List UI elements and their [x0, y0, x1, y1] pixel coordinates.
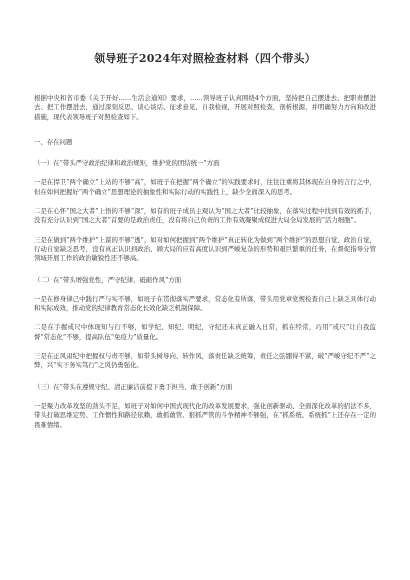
intro-paragraph: 根据中央和省市委《关于开好……生活会通知》要求，……领导班子认真围绕4个方面，坚持把自己摆进去、把职责摆进去、把工作摆进去，通过深刻反思、谈心谈话、征求意见、自我检视，开展对照检查，剖析根源，并明确努力方向和改进措施，现代表领导班子对照检查如下。: [34, 94, 376, 121]
subsection-heading-1: （一）在“带头严守政治纪律和政治规矩，维护党的团结统一”方面: [34, 159, 220, 168]
paragraph: 三是在做到“两个维护”上谋的不够“透”，如对如何把握到“两个维护”真正转化为做到“两个维护”的思想自觉、政治自觉，行动自觉缺乏思考，没有真正认识到政治、顾大局的应有高度认识到严峻复杂的形势和艰巨繁重的任务，在督促指导分管领域开展工作的政治敏锐性还不够高。: [34, 235, 376, 263]
document-title: 领导班子2024年对照检查材料（四个带头）: [94, 52, 316, 65]
subsection-heading-3: （三）在“带头在遵规守纪、清正廉洁前提下勇于担当、敢于创新”方面: [34, 382, 233, 391]
paragraph: 一是在捍卫“两个确立”上站的不够“高”，如班子在把握“两个确立”的实践要求时，往往注重将其体现在自身的言行之中，但在如何把握好“两个确立”思想理论的抽象性和实际行动的实践性上，缺少全面深入的思考。: [34, 178, 376, 196]
subsection-heading-2: （二）在“带头增强党性，严守纪律，砥砺作风”方面: [34, 275, 182, 284]
paragraph: 二是在手握戒尺中体现知与行不够，如学纪、知纪、明纪，守纪还未真正融入日常，抓在经常，巧用“戒尺”让自我监督“常态化”不够，提高队伍“免疫力”质量化。: [34, 323, 376, 341]
paragraph: 三是在正风肃纪中把握权与责不够，如带头树导向、转作风，落责任缺乏统筹，责任之弦绷得不紧，破“严峻守纪不严”之弊，兴“实干务实笃行”之风仍勇强化。: [34, 352, 376, 370]
paragraph: 一是聚力改革攻坚的劲头不足，如班子对如何中国式现代化的改革发展要求，强化创新驱动、全面深化改革的招法不多，带头打破思维定势、工作惯性和路径依赖，敢抓敢管、狠抓严管的斗争精神不够强，在“抓系统、系统抓”上还存在一定的畏难情绪。: [34, 401, 376, 429]
paragraph: 一是在修身律己中践行严与实不够，如班子在贯彻落实严要求，常态化有所落，带头用党章党规检查自己上缺乏具体行动和实际成效，推动党的纪律教育常态化长效化缺乏机制保障。: [34, 294, 376, 313]
section-heading-problems: 一、存在问题: [34, 137, 73, 146]
paragraph: 二是在心怀“国之大者”上悟的不够“深”，如有的班子成员主观认为“国之大者”比较抽象，在落实过程中找到有效的抓手，没有充分认识到“国之大者”首要的是政治责任，没有将自己负责的工作有效凝聚成促进大局全局发展的“活力细胞”。: [34, 207, 376, 225]
